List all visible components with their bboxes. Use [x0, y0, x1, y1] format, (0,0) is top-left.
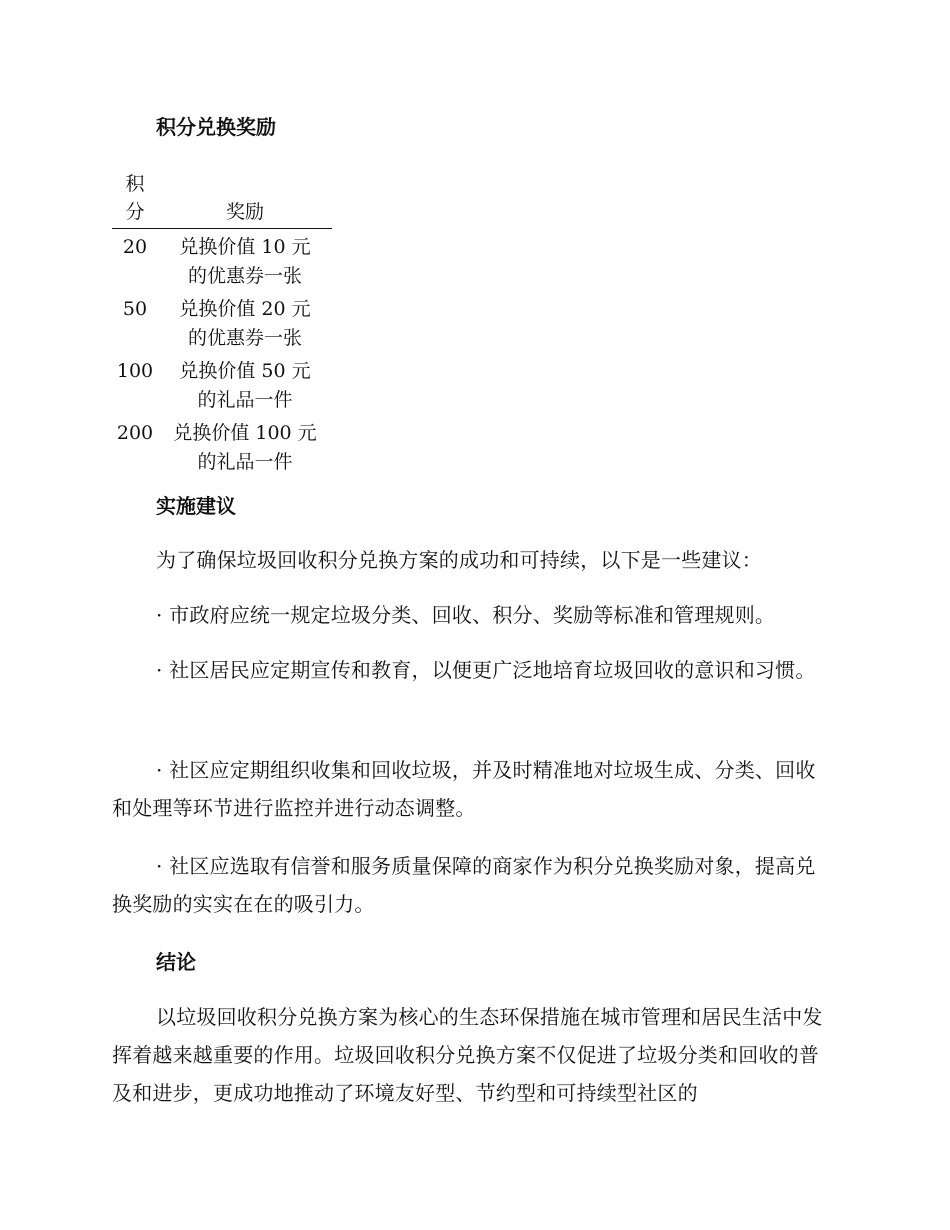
- row-points: 100: [116, 360, 154, 382]
- row-reward: [158, 233, 332, 291]
- row-points: 20: [122, 236, 148, 258]
- suggestion-item: · 社区应选取有信誉和服务质量保障的商家作为积分兑换奖励对象，提高兑换奖励的实实在在的吸引力。: [112, 854, 816, 916]
- table-row: [112, 415, 332, 477]
- suggestion-item: · 社区居民应定期宣传和教育，以便更广泛地培育垃圾回收的意识和习惯。: [156, 658, 816, 682]
- row-reward: [158, 357, 332, 415]
- row-reward-line1: 兑换价值 100 元: [173, 422, 317, 444]
- row-reward-line2: 的礼品一件: [197, 451, 293, 473]
- row-reward: [158, 419, 332, 477]
- header-points-line1: 积: [125, 173, 145, 195]
- header-points-line2: 分: [125, 201, 145, 223]
- suggestions-intro: 为了确保垃圾回收积分兑换方案的成功和可持续，以下是一些建议：: [156, 548, 762, 572]
- row-reward-line2: 的优惠券一张: [187, 327, 302, 349]
- table-header: [112, 168, 332, 229]
- table-row: [112, 291, 332, 353]
- suggestion-item: · 市政府应统一规定垃圾分类、回收、积分、奖励等标准和管理规则。: [156, 603, 776, 627]
- header-points: [112, 170, 158, 226]
- row-points: 200: [116, 422, 154, 444]
- row-reward-line1: 兑换价值 20 元: [179, 298, 311, 320]
- row-reward: [158, 295, 332, 353]
- row-reward-line2: 的礼品一件: [197, 389, 293, 411]
- section-title-suggestions: 实施建议: [156, 494, 236, 518]
- table-row: [112, 229, 332, 291]
- suggestion-item: · 社区应定期组织收集和回收垃圾，并及时精准地对垃圾生成、分类、回收和处理等环节进行监控并进行动态调整。: [112, 758, 816, 820]
- table-row: [112, 353, 332, 415]
- row-reward-line1: 兑换价值 10 元: [179, 236, 311, 258]
- row-reward-line2: 的优惠券一张: [187, 265, 302, 287]
- section-title-reward: 积分兑换奖励: [156, 115, 276, 139]
- row-reward-line1: 兑换价值 50 元: [179, 360, 311, 382]
- section-title-conclusion: 结论: [156, 950, 196, 974]
- row-points: 50: [122, 298, 148, 320]
- header-reward: 奖励: [225, 201, 264, 223]
- conclusion-body: 以垃圾回收积分兑换方案为核心的生态环保措施在城市管理和居民生活中发挥着越来越重要的作用。垃圾回收积分兑换方案不仅促进了垃圾分类和回收的普及和进步，更成功地推动了环境友好型、节约型和可持续型社区的: [112, 1005, 823, 1105]
- reward-table: [112, 168, 332, 477]
